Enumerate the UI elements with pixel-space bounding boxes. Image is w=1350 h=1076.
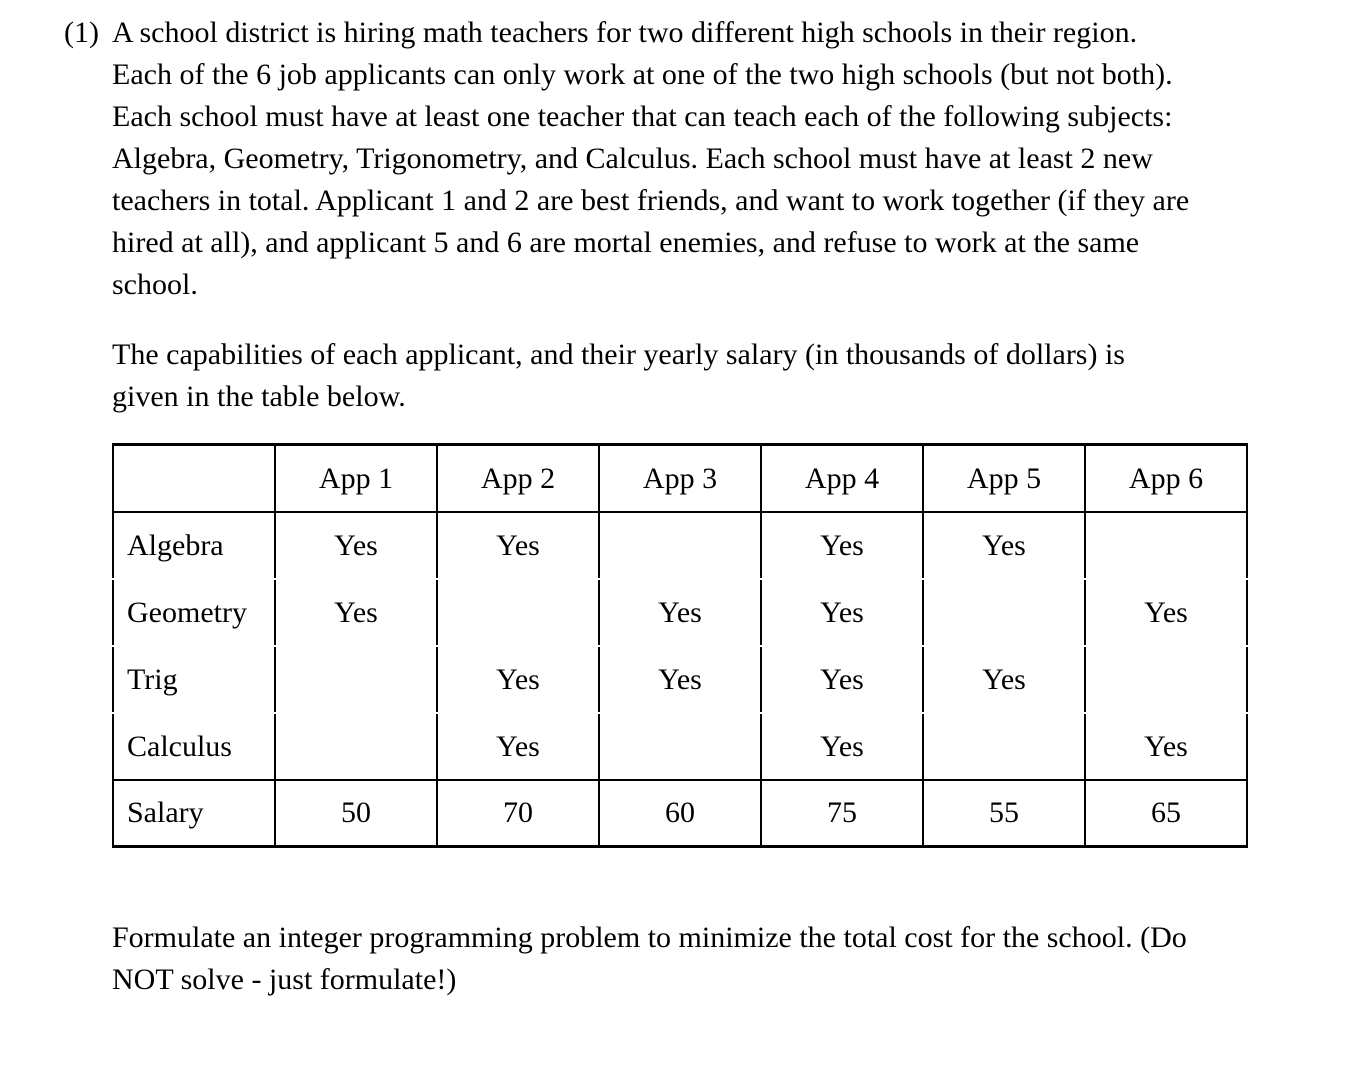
paragraph-line: Each school must have at least one teacher that can teach each of the following subjects: [112,100,1173,133]
table-header-cell [113,445,275,513]
table-cell: Yes [923,512,1085,579]
paragraph-line: teachers in total. Applicant 1 and 2 are best friends, and want to work together (if they are [112,184,1190,217]
table-cell: Yes [275,579,437,646]
table-header-cell: App 3 [599,445,761,513]
table-cell: Yes [437,512,599,579]
table-cell [599,713,761,780]
table-row-trig [113,646,1247,713]
table-cell: Yes [437,646,599,713]
table-cell: Yes [599,646,761,713]
capabilities-table-wrap [112,443,1248,848]
table-header-cell: App 6 [1085,445,1247,513]
paragraph-line: Algebra, Geometry, Trigonometry, and Calculus. Each school must have at least 2 new [112,142,1153,175]
table-cell: Yes [923,646,1085,713]
paragraph-line: given in the table below. [112,380,406,413]
salary-cell: 70 [437,780,599,847]
table-row-algebra [113,512,1247,579]
table-row-salary [113,780,1247,847]
table-cell: Yes [599,579,761,646]
row-label: Salary [113,780,275,847]
table-cell [1085,512,1247,579]
table-cell: Yes [761,646,923,713]
row-label: Trig [113,646,275,713]
problem-number: (1) [64,16,99,49]
table-header-cell: App 1 [275,445,437,513]
salary-cell: 75 [761,780,923,847]
table-header-cell: App 2 [437,445,599,513]
table-cell [437,579,599,646]
paragraph-line: The capabilities of each applicant, and their yearly salary (in thousands of dollars) is [112,338,1125,371]
paragraph-line: NOT solve - just formulate!) [112,963,457,996]
table-cell [599,512,761,579]
paragraph-line: Each of the 6 job applicants can only work at one of the two high schools (but not both). [112,58,1173,91]
paragraph-line: A school district is hiring math teachers for two different high schools in their region. [112,16,1138,49]
table-cell: Yes [275,512,437,579]
paragraph-line: hired at all), and applicant 5 and 6 are mortal enemies, and refuse to work at the same [112,226,1140,259]
table-header-row [113,445,1247,513]
table-cell: Yes [761,512,923,579]
paragraph-line: school. [112,268,198,301]
salary-cell: 55 [923,780,1085,847]
paragraph-line: Formulate an integer programming problem to minimize the total cost for the school. (Do [112,921,1187,954]
salary-cell: 50 [275,780,437,847]
table-cell: Yes [1085,579,1247,646]
table-cell: Yes [1085,713,1247,780]
salary-cell: 65 [1085,780,1247,847]
row-label: Algebra [113,512,275,579]
table-cell: Yes [761,713,923,780]
row-label: Calculus [113,713,275,780]
table-row-calculus [113,713,1247,780]
table-row-geometry [113,579,1247,646]
table-cell [275,646,437,713]
table-header-cell: App 4 [761,445,923,513]
capabilities-table [112,443,1248,848]
table-cell: Yes [437,713,599,780]
salary-cell: 60 [599,780,761,847]
table-cell [923,579,1085,646]
table-cell [1085,646,1247,713]
table-cell [923,713,1085,780]
table-cell [275,713,437,780]
table-cell: Yes [761,579,923,646]
table-header-cell: App 5 [923,445,1085,513]
row-label: Geometry [113,579,275,646]
